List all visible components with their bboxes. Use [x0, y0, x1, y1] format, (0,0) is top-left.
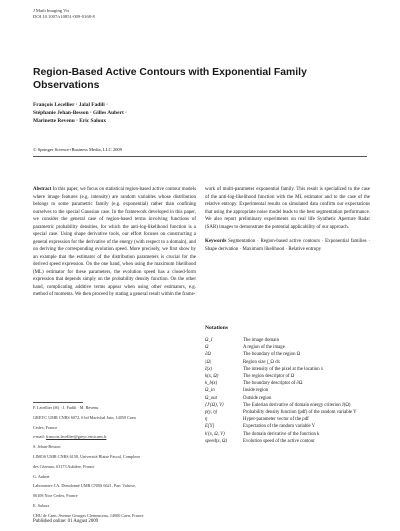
notation-description: Region size ∫_Ω dx [243, 359, 280, 365]
affiliations [33, 405, 196, 523]
notation-description: The boundary of the region Ω [243, 352, 301, 358]
keywords-text: Segmentation · Region-based active contours · Exponential families · Shape derivation · Maximum likelihood · Relative entropy [205, 239, 371, 252]
affiliation-2 [33, 444, 196, 469]
notation-row [205, 373, 370, 380]
paper-title: Region-Based Active Contours with Exponential Family Observations [33, 67, 307, 91]
notation-symbol: speed(x, Ω) [205, 438, 228, 444]
notation-row [205, 431, 370, 438]
author-line: François Lecellier · Jalal Fadili · [33, 102, 108, 108]
abstract-label: Abstract [33, 187, 52, 192]
affiliation-line: S. Jehan-Besson [33, 444, 61, 450]
notation-row [205, 380, 370, 387]
header-divider [33, 156, 367, 157]
notation-row [205, 366, 370, 373]
notation-description: Hyper-parameter vector of the pdf [243, 417, 309, 423]
notation-symbol: |Ω| [205, 359, 212, 365]
notation-description: The Eulerian derivative of domain energy criterion J(Ω) [243, 402, 351, 408]
notation-symbol: ⟨J′(Ω), V⟩ [205, 402, 224, 408]
copyright-notice: © Springer Science+Business Media, LLC 2009 [33, 147, 123, 152]
affiliation-line: LIMOS UMR CNRS 6158, Université Blaise Pascal, Complexe [33, 453, 141, 459]
affiliation-line: des Cézeaux, 63173 Aubière, France [33, 463, 95, 469]
notation-description: Evolution speed of the active contour [243, 438, 315, 444]
notation-row [205, 344, 370, 351]
notation-row [205, 438, 370, 445]
notation-description: A region of the image [243, 345, 285, 351]
notation-description: Probability density function (pdf) of the random variable Y [243, 410, 357, 416]
abstract-text: In this paper, we focus on statistical region-based active contour models where image features (e.g. intensity) are random variables whose distribution belongs to some parametric family (e.g. exponential) rather than confining ourselves to the special Gaussian case. In the framework developed in this paper, we consider the general case of region-based terms involving functions of parametric probability densities, for which the anti-log-likelihood function is a special case. Using shape derivative tools, our effort focuses on constructing a general expression for the derivative of the energy (with respect to a domain), and on deriving the corresponding evolution speed. More precisely, we first show by an example that the estimator of the distribution parameters is crucial for the derived speed expression. On the one hand, when using the maximum likelihood (ML) estimator for these parameters, the evolution speed has a closed-form expression that depends simply on the probability density function. On the other hand, complicating additive terms appear when using other estimators, e.g. method of moments. We then proceed by stating a general result within the frame- [33, 187, 197, 297]
notation-description: Expectation of the random variable Y [243, 424, 316, 430]
journal-header [33, 8, 95, 20]
affiliation-line: 06108 Nice Cedex, France [33, 493, 78, 499]
notations-heading: Notations [205, 325, 228, 331]
footnote-divider [33, 402, 83, 403]
notation-description: The boundary descriptor of ∂Ω [243, 381, 303, 387]
author-list [33, 101, 127, 125]
notation-row [205, 337, 370, 344]
notation-row [205, 359, 370, 366]
notation-row [205, 387, 370, 394]
notation-symbol: k(x, Ω) [205, 374, 219, 380]
notation-symbol: E[Y] [205, 424, 215, 430]
published-date: Published online: 01 August 2009 [33, 519, 99, 524]
email-label: e-mail: [33, 434, 45, 440]
notations-table [205, 337, 370, 445]
notation-row [205, 351, 370, 358]
notation-symbol: Ω [205, 345, 209, 351]
notation-description: Outside region [243, 395, 272, 401]
affiliation-4 [33, 503, 196, 519]
notation-symbol: ∂Ω [205, 352, 211, 358]
notation-symbol: Ω_in [205, 388, 215, 394]
affiliation-line: GREYC UMR CNRS 6072, 6 bd Maréchal Juin, 14050 Caen [33, 414, 136, 420]
notation-description: The domain derivative of the function k [243, 431, 320, 437]
author-line: Stéphanie Jehan-Besson · Gilles Aubert · [33, 110, 127, 116]
notation-symbol: Ω_out [205, 395, 217, 401]
affiliation-line: CHU de Caen, Avenue Georges Clemenceau, 14000 Caen, France [33, 512, 144, 518]
notation-row [205, 395, 370, 402]
notation-row [205, 416, 370, 423]
notation-symbol: k_b(x) [205, 381, 218, 387]
email-link[interactable]: francois.lecellier@greyc.ensicaen.fr [45, 434, 107, 440]
affiliation-1 [33, 405, 196, 440]
journal-doi: DOI 10.1007/s10851-009-0168-8 [33, 14, 95, 19]
journal-name: J Math Imaging Vis [33, 8, 70, 13]
notation-description: The image domain [243, 338, 279, 343]
affiliation-line: Laboratoire J.A. Dieudonné UMR CNRS 6621, Parc Valrose, [33, 483, 136, 489]
abstract-left [33, 186, 196, 299]
author-line: Marinette Revenu · Eric Saloux [33, 118, 107, 124]
notation-symbol: p(y, η) [205, 410, 218, 416]
notation-symbol: k′(x, Ω, V) [205, 431, 225, 437]
notation-description: Inside region [243, 388, 269, 394]
notation-symbol: η [205, 417, 208, 423]
notation-row [205, 409, 370, 416]
notation-symbol: Ω_I [205, 338, 213, 343]
abstract-right [205, 186, 370, 253]
affiliation-line: G. Aubert [33, 473, 50, 479]
affiliation-line: F. Lecellier (✉) · J. Fadili · M. Revenu [33, 405, 99, 410]
notation-row [205, 423, 370, 430]
keywords [205, 238, 370, 253]
notation-row [205, 402, 370, 409]
notation-description: The intensity of the pixel at the location x [243, 366, 324, 372]
affiliation-line: Cedex, France [33, 424, 58, 430]
notation-description: The region descriptor of Ω [243, 374, 295, 380]
affiliation-line: E. Saloux [33, 502, 50, 508]
abstract-continued: work of multi-parameter exponential family. This result is specialized to the case of the anti-log-likelihood function with the ML estimator and to the case of the relative entropy. Experimental results on simulated data confirm our expectations that using the appropriate noise model leads to the best segmentation performance. We also report preliminary experiments on real life Synthetic Aperture Radar (SAR) images to demonstrate the potential applicability of our approach. [205, 187, 370, 230]
notation-symbol: I(x) [205, 366, 212, 372]
keywords-label: Keywords [205, 239, 227, 244]
affiliation-3 [33, 474, 196, 499]
